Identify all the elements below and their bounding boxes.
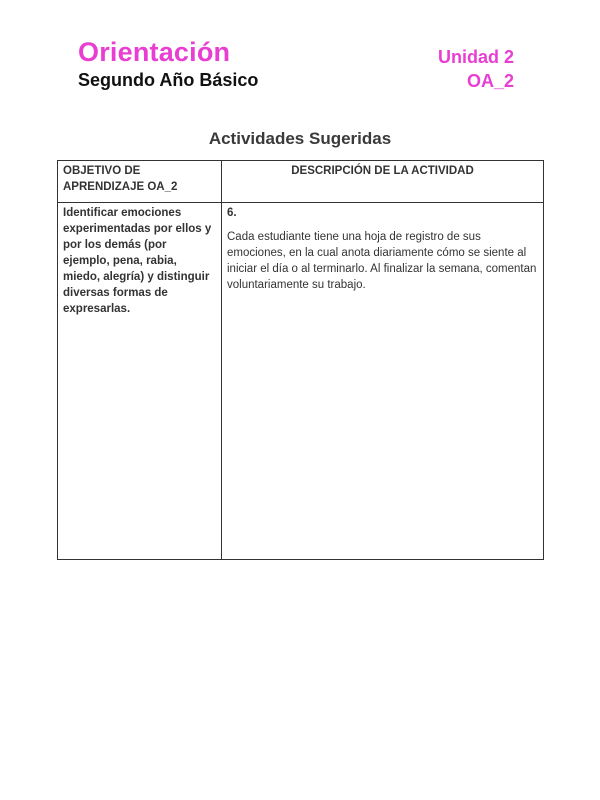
header-right	[438, 46, 514, 92]
table-row	[58, 203, 544, 560]
grade-title: Segundo Año Básico	[78, 70, 259, 90]
section-title: Actividades Sugeridas	[208, 129, 392, 148]
activity-text: Cada estudiante tiene una hoja de registro de sus emociones, en la cual anota diariamente cómo se siente al iniciar el día o al terminarlo. Al finalizar la semana, comentan voluntariamente su trabajo.	[227, 231, 537, 291]
table-header-row	[58, 161, 544, 203]
description-column-header: DESCRIPCIÓN DE LA ACTIVIDAD	[222, 161, 544, 203]
unit-label: Unidad 2	[437, 47, 514, 67]
objective-code-label: OA_2	[466, 71, 514, 91]
description-cell	[222, 203, 544, 560]
subject-title: Orientación	[78, 37, 231, 67]
activities-table	[57, 160, 544, 560]
activity-number: 6.	[227, 207, 237, 219]
objective-cell: Identificar emociones experimentadas por ellos y por los demás (por ejemplo, pena, rabia, miedo, alegría) y distinguir diversas formas de expresarlas.	[58, 203, 222, 560]
header-left	[78, 36, 258, 91]
objective-column-header: OBJETIVO DE APRENDIZAJE OA_2	[58, 161, 222, 203]
